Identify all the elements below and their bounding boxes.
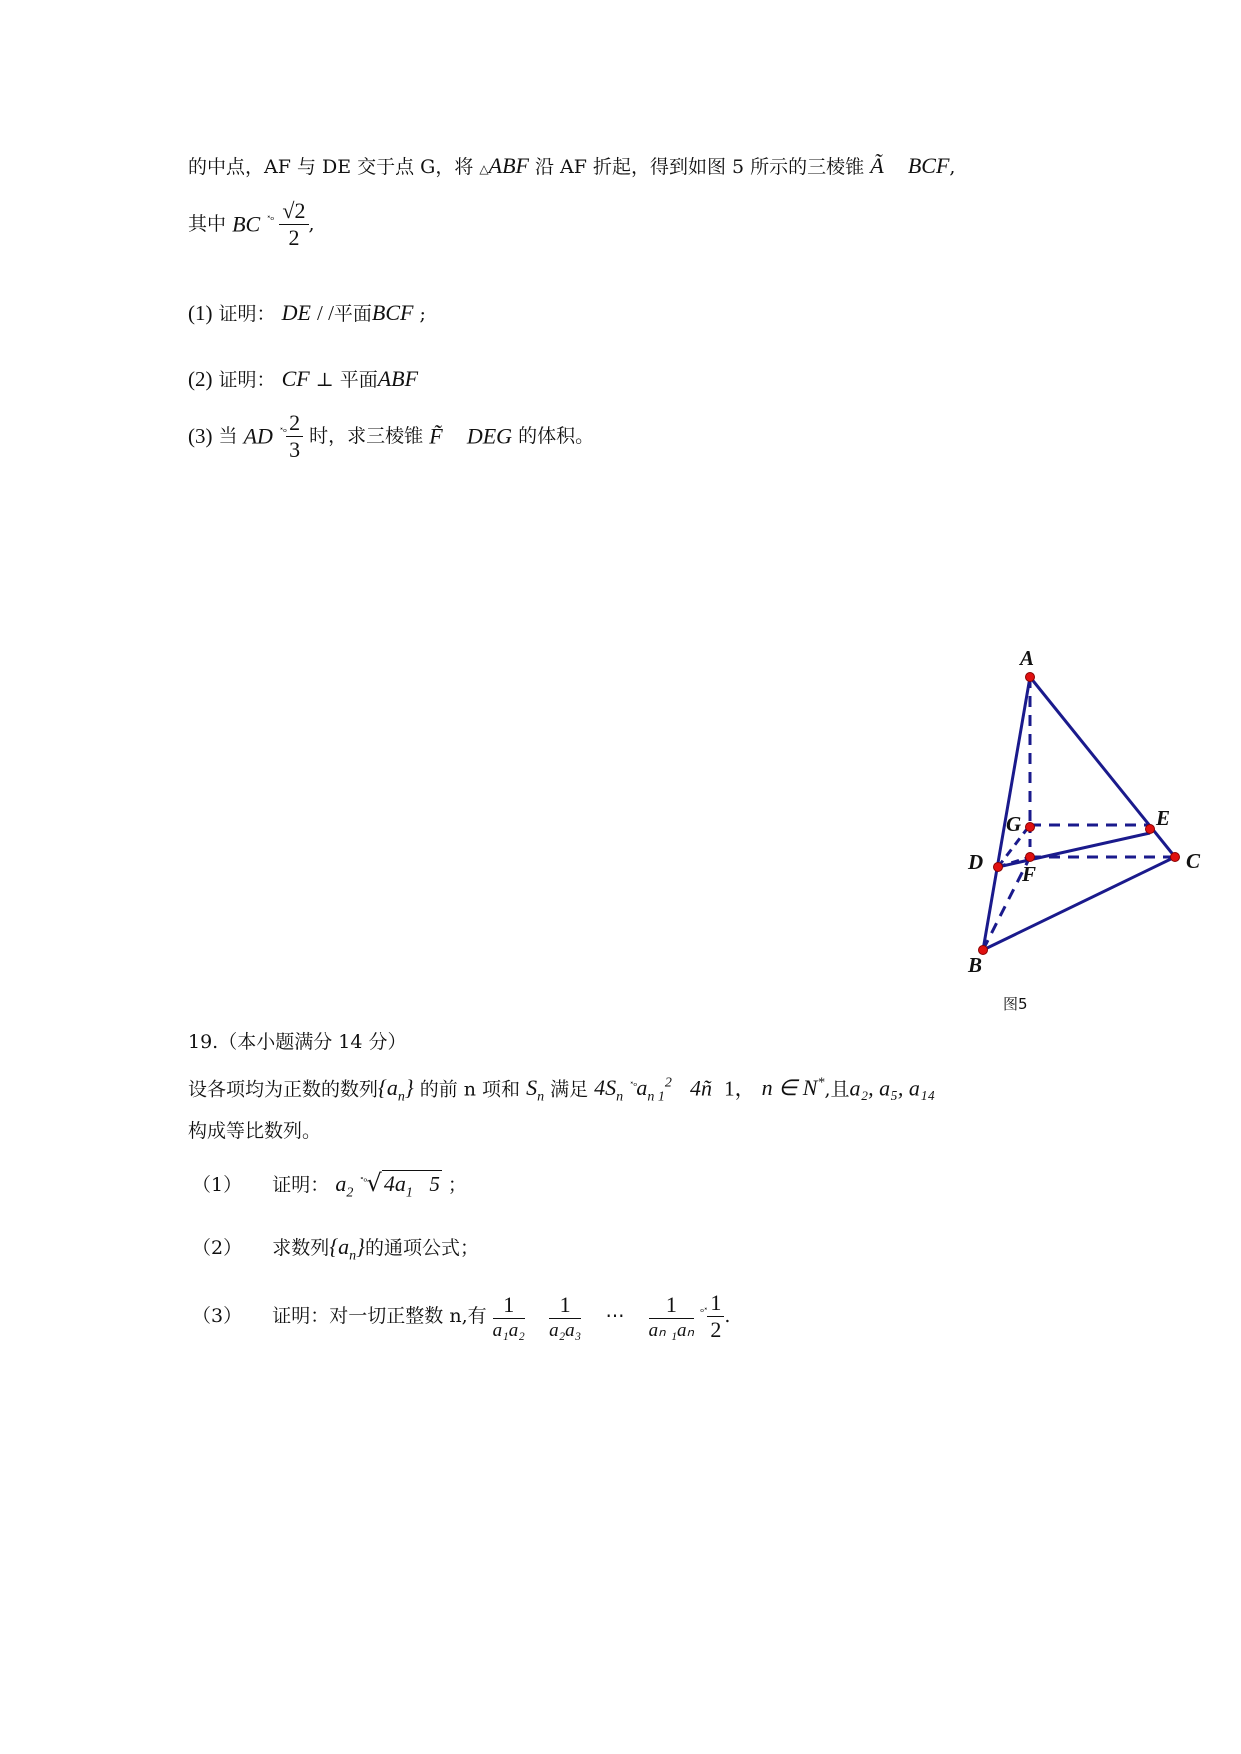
p18-line2-text-a: 其中 [188,213,227,235]
q1-parallel: / / [316,301,334,325]
q2-plane: 平面 [339,369,378,391]
q3-prefix: 证明：对一切正整数 n,有 [272,1305,487,1327]
q3-fraction [286,412,303,461]
frac-denominator: 2 [288,225,300,250]
frac-denominator: aₙ ₁aₙ [648,1319,695,1341]
p18-tet-vertex: Ã [870,153,884,178]
frac-denominator: 3 [289,437,301,462]
q1-end: ; [419,303,426,325]
p18-bc-fraction [279,200,308,249]
frac-denominator: 2 [710,1317,722,1342]
p19-one: 1， [724,1076,756,1101]
figure-labels [967,646,1201,977]
seq-sub: n [397,1089,405,1105]
p18-q2 [188,368,418,390]
q3-label: (3) [188,424,213,448]
q1-radicand [382,1170,442,1201]
point-d [994,863,1003,872]
q2-seq-end: } [356,1234,365,1259]
q1-de: DE [281,300,311,325]
q3-fraction-4 [707,1292,724,1341]
label-a: A [1020,646,1035,670]
garbled-equals-mark: ˟ᵒ [278,427,287,439]
q3-dots: ⋯ [605,1305,625,1327]
q3-ad: AD [243,423,273,449]
q1-end: ； [447,1174,467,1196]
q1-plane: 平面 [333,303,372,325]
q2-seq-symbol: {a [329,1234,350,1259]
4sn-sub: n [616,1089,624,1105]
frac-denominator: a₂a₃ [549,1319,582,1341]
p19-terms: a₂, a₅, a₁₄ [849,1075,936,1101]
q2-seq [329,1234,365,1264]
a2-symbol: a [335,1171,347,1196]
p19-header: 19.（本小题满分 14 分） [188,1031,407,1053]
p18-line1-end: , [949,156,956,178]
point-f [1026,853,1035,862]
label-d: D [968,850,984,874]
sn-sub: n [537,1089,545,1105]
4sn-symbol: 4S [594,1075,617,1101]
figure-caption: 图5 [1003,995,1028,1013]
label-b: B [968,953,983,977]
q2-abf: ABF [377,366,419,391]
label-c: C [1186,849,1201,873]
figure-5 [960,645,1220,1019]
garbled-lt-mark: ᵒ˟ [700,1307,708,1319]
an1-sup: 2 [664,1076,672,1091]
p19-4n: 4ñ [689,1075,712,1101]
q3-prefix: 当 [218,425,238,447]
p19-4sn [594,1075,624,1105]
q3-label: （3） [192,1305,243,1327]
q2-perp: ⊥ [315,369,334,391]
p19-q2 [192,1236,479,1263]
p18-line2-end: , [308,213,315,235]
q1-prefix: 证明： [272,1174,330,1196]
q2-rest: 的通项公式； [364,1237,479,1259]
q3-mid: 时，求三棱锥 [309,425,424,447]
q1-a2 [335,1171,354,1201]
sn-symbol: S [526,1075,538,1101]
garbled-equals-mark: ˟ᵒ [359,1177,367,1188]
frac-numerator: √2 [279,200,308,225]
p19-line1-b: 的前 n 项和 [419,1078,521,1101]
q2-cf: CF [281,366,310,391]
q2-label: (2) [188,367,213,391]
q3-fraction-1 [492,1291,525,1341]
p19-sn [526,1075,545,1105]
a2-sub: 2 [346,1185,354,1201]
p18-q3 [188,412,594,461]
n-in-N-text: n ∈ N [761,1075,818,1101]
q2-prefix: 证明： [218,369,276,391]
seq-end: } [404,1075,414,1101]
p18-bc: BC [232,211,261,237]
p19-an1 [636,1075,672,1105]
q2-seq-sub: n [349,1248,357,1264]
q3-deg: DEG [466,423,513,449]
q2-label: （2） [192,1237,243,1259]
frac-numerator: 1 [707,1292,724,1317]
point-c [1171,853,1180,862]
edge-bc [983,857,1175,950]
p18-triangle-name: ABF [488,153,529,178]
frac-numerator: 1 [549,1294,581,1319]
p18-line2 [188,200,315,249]
q2-prefix: 求数列 [272,1237,330,1259]
frac-numerator: 2 [286,412,303,437]
q1-prefix: 证明： [218,303,276,325]
n-in-N-sup: * [817,1076,825,1091]
p19-line1-a: 设各项均为正数的数列 [188,1078,379,1101]
p19-line1-c: 满足 [550,1078,589,1101]
radicand-sub: 1 [405,1185,413,1201]
frac-numerator: 1 [649,1294,695,1319]
an1-symbol: a [636,1075,648,1101]
p19-n-in-N [762,1075,825,1100]
p18-line1-text-a: 的中点，AF 与 DE 交于点 G，将 [188,156,474,178]
label-g: G [1006,812,1022,836]
radicand-end: 5 [429,1172,440,1196]
p19-line2: 构成等比数列。 [188,1120,322,1142]
frac-numerator: 1 [493,1294,525,1319]
seq-symbol: {a [378,1075,398,1101]
q1-bcf: BCF [371,300,414,325]
p18-q1 [188,302,426,324]
p19-line1 [188,1077,935,1105]
p18-tet-base: BCF [907,153,950,178]
label-e: E [1156,806,1171,830]
q1-label: （1） [192,1174,243,1196]
q3-fraction-3 [648,1291,695,1341]
q1-label: (1) [188,301,213,325]
point-e [1146,825,1155,834]
frac-denominator: a₁a₂ [492,1319,525,1341]
tetrahedron-diagram [960,645,1220,1015]
point-a [1026,673,1035,682]
q3-f: F̃ [429,423,443,449]
p19-seq [378,1075,414,1105]
an1-sub: n 1 [647,1089,665,1105]
p19-q3 [192,1292,730,1341]
garbled-equals-mark: ˟ᵒ [266,215,274,227]
sqrt-icon: √ [366,1169,382,1197]
edge-de [998,833,1150,867]
p18-line1 [188,155,955,177]
p18-line1-text-b: 沿 AF 折起，得到如图 5 所示的三棱锥 [535,156,865,178]
point-g [1026,823,1035,832]
radicand-a: 4a [383,1171,406,1196]
q3-end: . [724,1305,731,1327]
q3-end: 的体积。 [518,425,595,447]
p19-q1 [192,1171,467,1200]
triangle-icon: △ [479,162,489,176]
q3-fraction-2 [549,1291,582,1341]
p19-and: ,且 [824,1078,850,1101]
label-f: F [1022,862,1037,886]
garbled-equals-mark: ˟ᵒ [629,1081,637,1093]
